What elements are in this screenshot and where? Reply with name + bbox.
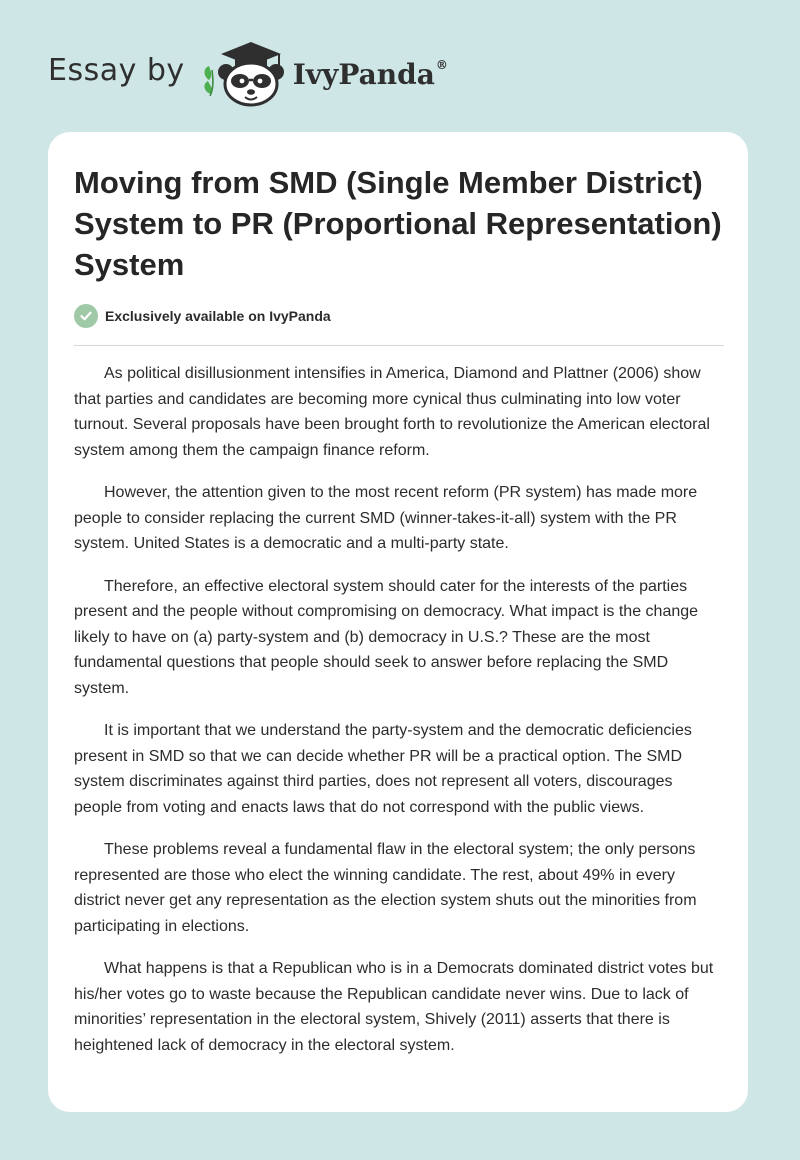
essay-by-label: Essay by [48, 52, 185, 88]
exclusive-text: Exclusively available on IvyPanda [105, 308, 331, 324]
brand-name-text: IvyPanda [292, 57, 435, 91]
panda-graduate-logo-icon[interactable] [199, 36, 289, 108]
essay-body [74, 361, 724, 1075]
paragraph: Therefore, an effective electoral system should cater for the interests of the parties present and the people without compromising on democracy. What impact is the change likely to have on (a) party-system and (b) democracy in U.S.? These are the most fundamental questions that people should seek to answer before replacing the SMD system. [74, 577, 699, 697]
title-divider [74, 345, 724, 346]
site-header [48, 36, 448, 108]
paragraph: These problems reveal a fundamental flaw in the electoral system; the only persons represented are those who elect the winning candidate. The rest, about 49% in every district never get any representation as the election system shuts out the minorities from participating in elections. [74, 841, 697, 935]
brand-name[interactable] [293, 58, 448, 91]
essay-card [48, 132, 748, 1112]
exclusive-badge [74, 304, 331, 328]
essay-title: Moving from SMD (Single Member District) System to PR (Proportional Representation) System [74, 165, 722, 282]
check-circle-icon [74, 304, 98, 328]
paragraph: As political disillusionment intensifies in America, Diamond and Plattner (2006) show that parties and candidates are becoming more cynical thus culminating into low voter turnout. Several proposals have been brought forth to revolutionize the American electoral system among them the campaign finance reform. [74, 365, 710, 459]
paragraph: It is important that we understand the party-system and the democratic deficiencies present in SMD so that we can decide whether PR will be a practical option. The SMD system discriminates against third parties, does not represent all voters, discourages people from voting and enacts laws that do not correspond with the public views. [74, 722, 692, 816]
registered-mark: ® [435, 58, 448, 73]
paragraph: What happens is that a Republican who is in a Democrats dominated district votes but his/her votes go to waste because the Republican candidate never wins. Due to lack of minorities’ representation in the electoral system, Shively (2011) asserts that there is heightened lack of democracy in the electoral system. [74, 960, 714, 1054]
paragraph: However, the attention given to the most recent reform (PR system) has made more people to consider replacing the current SMD (winner-takes-it-all) system with the PR system. United States is a democratic and a multi-party state. [74, 484, 698, 552]
